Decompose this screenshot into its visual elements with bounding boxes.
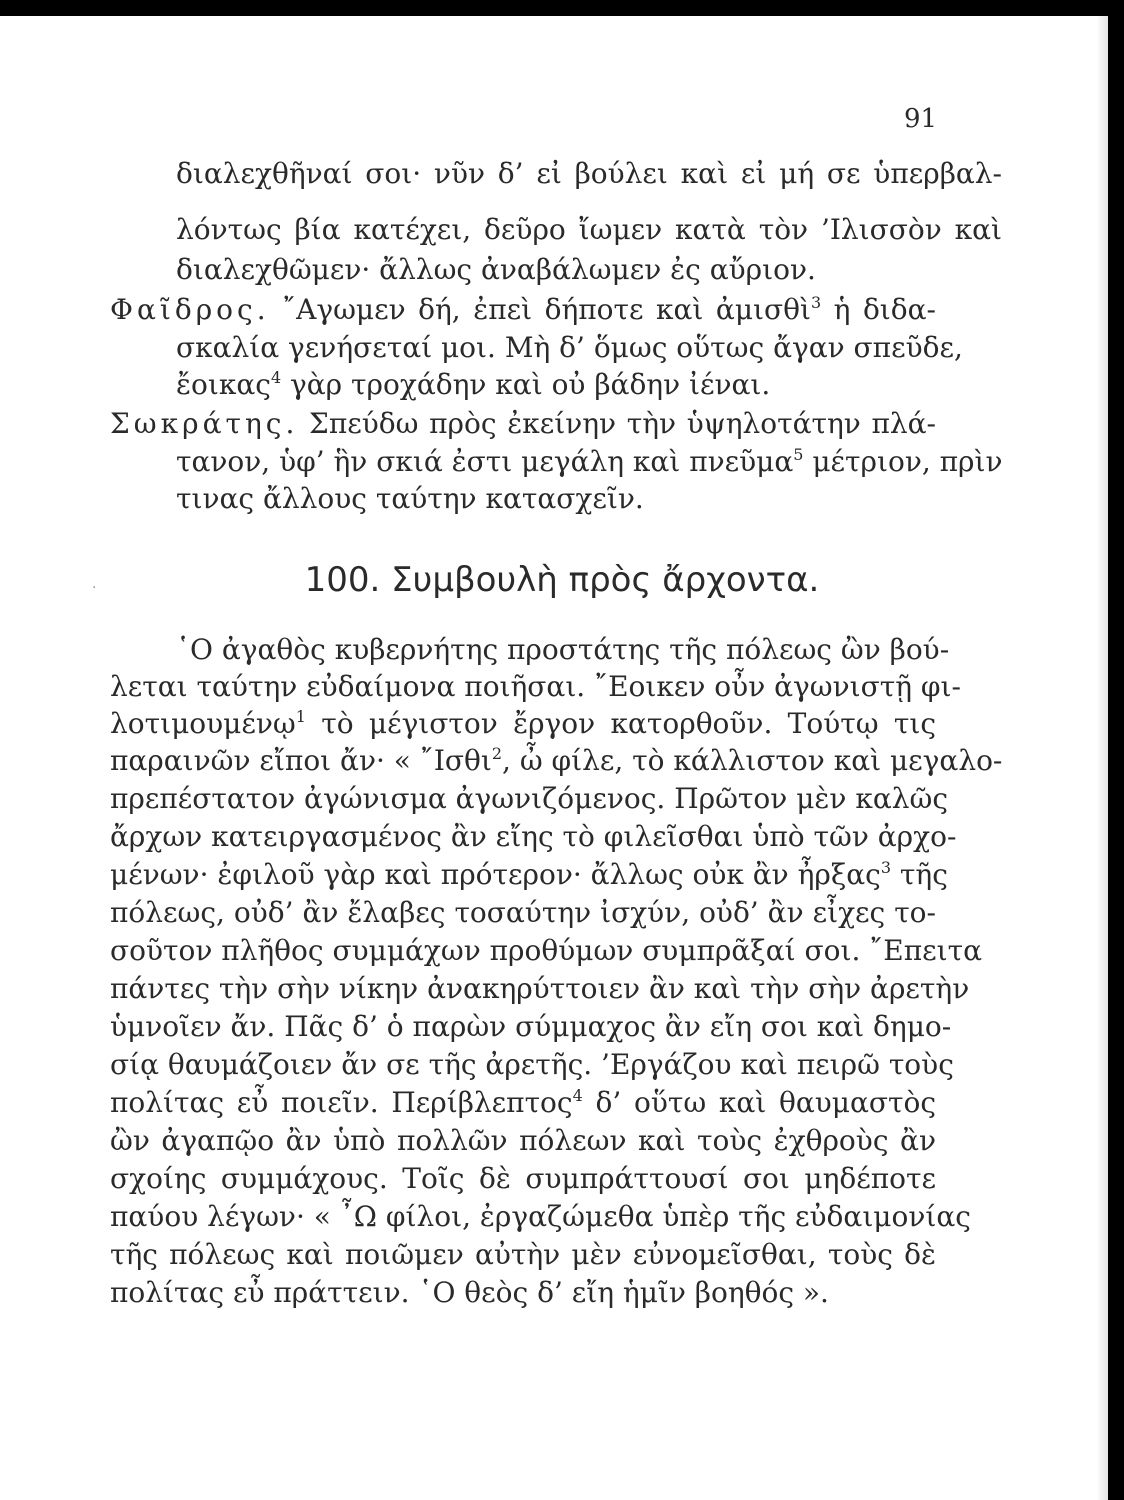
text-span: τῆς	[891, 858, 948, 891]
text-span: παραινῶν εἴποι ἄν· « ῎Ισθι	[110, 744, 492, 777]
text-line: ῾Ο ἀγαθὸς κυβερνήτης προστάτης τῆς πόλεως ὢν βού-	[176, 633, 950, 666]
text-line	[110, 1085, 936, 1121]
text-line: ἄρχων κατειργασμένος ἂν εἴης τὸ φιλεῖσθαι ὑπὸ τῶν ἀρχο-	[110, 820, 957, 853]
text-line: σχοίης συμμάχους. Τοῖς δὲ συμπράττουσί σοι μηδέποτε	[110, 1162, 936, 1195]
text-line: λόντως βία κατέχει, δεῦρο ἴωμεν κατὰ τὸν ’Ιλισσὸν καὶ	[176, 213, 1002, 246]
text-line: σίᾳ θαυμάζοιεν ἄν σε τῆς ἀρετῆς. ’Εργάζου καὶ πειρῶ τοὺς	[110, 1048, 954, 1081]
page-number: 91	[904, 104, 938, 134]
text-line	[110, 706, 936, 742]
text-span: μένων· ἐφιλοῦ γὰρ καὶ πρότερον· ἄλλως οὐκ ἂν ἦρξας	[110, 858, 881, 891]
section-heading: 100. Συμβουλὴ πρὸς ἄρχοντα.	[304, 560, 820, 600]
margin-dot: ·	[92, 580, 97, 596]
text-line: σκαλία γενήσεταί μοι. Μὴ δ’ ὅμως οὕτως ἄγαν σπεῦδε,	[176, 331, 963, 364]
text-span: μέτριον, πρὶν	[803, 445, 1003, 478]
text-span: πολίτας εὖ ποιεῖν. Περίβλεπτος	[110, 1086, 573, 1119]
text-span: ῎Αγωμεν δή, ἐπεὶ δήποτε καὶ ἀμισθὶ	[269, 293, 811, 326]
footnote-marker: 3	[880, 858, 892, 877]
speaker-line-phaedrus	[110, 292, 936, 328]
text-span: λοτιμουμένῳ	[110, 707, 296, 740]
text-span: ἡ διδα-	[821, 293, 937, 326]
speaker-name: Φαῖδρος.	[110, 293, 270, 326]
text-line: διαλεχθῆναί σοι· νῦν δ’ εἰ βούλει καὶ εἰ μή σε ὑπερβαλ-	[176, 157, 1002, 190]
text-line: πόλεως, οὐδ’ ἂν ἔλαβες τοσαύτην ἰσχύν, οὐδ’ ἂν εἶχες το-	[110, 896, 936, 929]
text-line: ὢν ἀγαπῷο ἂν ὑπὸ πολλῶν πόλεων καὶ τοὺς ἐχθροὺς ἂν	[110, 1124, 936, 1157]
text-span: Σπεύδω πρὸς ἐκείνην τὴν ὑψηλοτάτην πλά-	[298, 407, 936, 440]
footnote-marker: 4	[270, 368, 282, 387]
footnote-marker: 1	[295, 707, 306, 726]
text-line: σοῦτον πλῆθος συμμάχων προθύμων συμπρᾶξαί σοι. ῎Επειτα	[110, 934, 982, 967]
footnote-marker: 5	[793, 445, 804, 464]
footnote-marker: 2	[491, 744, 503, 763]
text-line: παύου λέγων· « ῏Ω φίλοι, ἐργαζώμεθα ὑπὲρ τῆς εὐδαιμονίας	[110, 1200, 971, 1233]
footnote-marker: 4	[572, 1086, 583, 1105]
speaker-line-socrates	[110, 406, 936, 442]
scan-border-right	[1108, 0, 1124, 1500]
text-line: λεται ταύτην εὐδαίμονα ποιῆσαι. ῎Εοικεν οὖν ἀγωνιστῇ φι-	[110, 670, 961, 703]
speaker-name: Σωκράτης.	[110, 407, 299, 440]
text-line: πρεπέστατον ἀγώνισμα ἀγωνιζόμενος. Πρῶτον μὲν καλῶς	[110, 782, 949, 815]
text-span: δ’ οὕτω καὶ θαυμαστὸς	[582, 1086, 937, 1119]
text-line: ὑμνοῖεν ἄν. Πᾶς δ’ ὁ παρὼν σύμμαχος ἂν εἴη σοι καὶ δημο-	[110, 1010, 952, 1043]
text-line	[176, 367, 770, 403]
page-edge-shadow	[1098, 16, 1108, 1500]
text-line	[110, 743, 1003, 779]
text-span: τὸ μέγιστον ἔργον κατορθοῦν. Τούτῳ τις	[305, 707, 936, 740]
text-line: διαλεχθῶμεν· ἄλλως ἀναβάλωμεν ἐς αὔριον.	[176, 253, 816, 286]
text-span: ἔοικας	[176, 368, 271, 401]
text-line: πολίτας εὖ πράττειν. ῾Ο θεὸς δ’ εἴη ἡμῖν βοηθός ».	[110, 1276, 829, 1309]
text-line: τινας ἄλλους ταύτην κατασχεῖν.	[176, 482, 644, 515]
text-span: , ὦ φίλε, τὸ κάλλιστον καὶ μεγαλο-	[502, 744, 1003, 777]
text-line: τῆς πόλεως καὶ ποιῶμεν αὐτὴν μὲν εὐνομεῖσθαι, τοὺς δὲ	[110, 1238, 936, 1271]
footnote-marker: 3	[810, 293, 822, 312]
text-line	[110, 857, 948, 893]
text-line: πάντες τὴν σὴν νίκην ἀνακηρύττοιεν ἂν καὶ τὴν σὴν ἀρετὴν	[110, 972, 970, 1005]
text-span: γὰρ τροχάδην καὶ οὐ βάδην ἰέναι.	[281, 368, 771, 401]
text-line	[176, 444, 1003, 480]
scan-border-top	[0, 0, 1124, 16]
text-span: τανον, ὑφ’ ἣν σκιά ἐστι μεγάλη καὶ πνεῦμα	[176, 445, 794, 478]
